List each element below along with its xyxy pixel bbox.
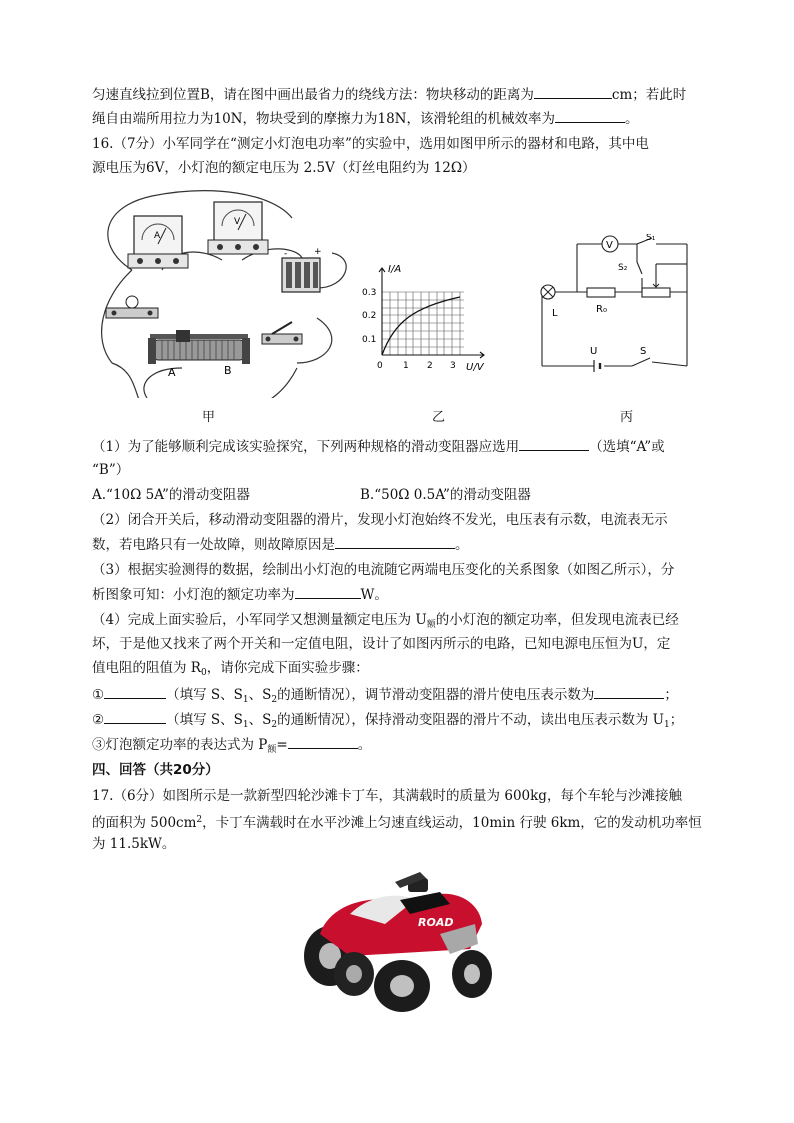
- q16-text: （填写 S、S: [166, 687, 243, 703]
- circuit-s1-label: S₁: [646, 234, 656, 243]
- q16-intro-1: 16.（7分）小军同学在“测定小灯泡电功率”的实验中，选用如图甲所示的器材和电路，其中电: [92, 136, 649, 152]
- subscript: 额: [426, 620, 436, 630]
- circuit-r0-label: R₀: [596, 304, 607, 315]
- option-b: B.“50Ω 0.5A”的滑动变阻器: [360, 487, 531, 503]
- q16-text: ；: [669, 712, 684, 728]
- subscript: 1: [242, 695, 249, 705]
- q16-step-1: [92, 684, 678, 710]
- subscript: 1: [242, 720, 249, 730]
- option-a: A.“10Ω 5A”的滑动变阻器: [92, 487, 250, 503]
- answer-blank[interactable]: [104, 709, 166, 724]
- q16-text: 值电阻的阻值为 R: [92, 660, 201, 676]
- q16-text: 的通断情况），保持滑动变阻器的滑片不动，读出电压表示数为 U: [277, 712, 665, 728]
- q16-text: 的通断情况），调节滑动变阻器的滑片使电压表示数为: [277, 687, 595, 703]
- battery-negative-label: -: [284, 249, 288, 259]
- q15-text: cm；若此时: [611, 87, 687, 103]
- answer-blank[interactable]: [335, 534, 455, 549]
- q15-line-1: [92, 84, 686, 105]
- circuit-voltmeter-label: V: [606, 240, 613, 251]
- svg-text:A: A: [154, 231, 161, 241]
- q16-part2-line-1: （2）闭合开关后，移动滑动变阻器的滑片，发现小灯泡始终不发光，电压表有示数，电流表无示: [92, 512, 668, 528]
- q16-text: 数，若电路只有一处故障，则故障原因是: [92, 537, 335, 553]
- q17-line-3: 为 11.5kW。: [92, 836, 176, 852]
- q17-line-2: [92, 810, 702, 833]
- subscript: 2: [271, 720, 278, 730]
- circuit-s2-label: S₂: [618, 263, 628, 273]
- svg-text:V: V: [234, 217, 241, 227]
- graph-x-tick: 0: [377, 361, 383, 371]
- q15-text: 匀速直线拉到位置B，请在图中画出最省力的绕线方法：物块移动的距离为: [92, 87, 534, 103]
- q16-text: 。: [357, 737, 372, 753]
- figure-jia-apparatus: [92, 188, 352, 398]
- q16-text: 、S: [248, 712, 272, 728]
- q15-text: 。: [624, 111, 639, 127]
- section-4-title: 四、回答（共20分）: [92, 762, 219, 778]
- q16-text: （选填“A”或: [589, 439, 665, 455]
- graph-y-axis-label: I/A: [388, 264, 402, 275]
- q17-text: ，卡丁车满载时在水平沙滩上匀速直线运动，10min 行驶 6km，它的发动机功率恒: [202, 815, 702, 831]
- answer-blank[interactable]: [534, 84, 612, 99]
- q17-text: 的面积为 500cm: [92, 815, 197, 831]
- q16-text: 的小灯泡的额定功率，但发现电流表已经: [435, 612, 679, 628]
- q16-text: =: [276, 737, 288, 753]
- q16-text: 析图象可知：小灯泡的额定功率为: [92, 587, 295, 603]
- rheostat-terminal-b-label: B: [224, 364, 232, 377]
- q16-step-2: [92, 709, 683, 735]
- circuit-lamp-label: L: [552, 308, 558, 319]
- graph-x-tick: 2: [427, 361, 433, 371]
- q16-part1-line: [92, 436, 665, 457]
- q16-text: （填写 S、S: [166, 712, 243, 728]
- q16-text: （4）完成上面实验后，小军同学又想测量额定电压为 U: [92, 612, 427, 628]
- graph-y-tick: 0.2: [362, 311, 377, 321]
- circuit-source-label: U: [590, 346, 598, 357]
- answer-blank[interactable]: [594, 684, 664, 699]
- subscript: 额: [267, 745, 277, 755]
- figure-bing-circuit: [532, 234, 704, 382]
- q15-line-2: [92, 108, 638, 129]
- q16-part4-line-3: [92, 658, 369, 683]
- circuit-switch-s-label: S: [640, 346, 647, 357]
- superscript: 2: [196, 815, 203, 825]
- figure-jia-caption: 甲: [202, 410, 216, 425]
- q16-part3-line-2: [92, 584, 388, 605]
- graph-x-axis-label: U/V: [466, 362, 484, 373]
- q16-text: W。: [360, 587, 388, 603]
- q16-text: （1）为了能够顺利完成该实验探究，下列两种规格的滑动变阻器应选用: [92, 439, 520, 455]
- step-number: ②: [92, 712, 105, 728]
- rheostat-terminal-a-label: A: [168, 366, 176, 379]
- subscript: 0: [200, 668, 207, 678]
- kart-image: [290, 864, 502, 1016]
- kart-logo-text: ROAD: [418, 916, 454, 929]
- answer-blank[interactable]: [104, 684, 166, 699]
- q16-text: ，请你完成下面实验步骤：: [206, 660, 369, 676]
- answer-blank[interactable]: [295, 584, 361, 599]
- answer-blank[interactable]: [288, 734, 358, 749]
- q16-text: 、S: [248, 687, 272, 703]
- q16-text: ；: [664, 687, 678, 703]
- q17-line-1: 17.（6分）如图所示是一款新型四轮沙滩卡丁车，其满载时的质量为 600kg，每个车轮与沙滩接触: [92, 788, 682, 804]
- q16-step-3: [92, 734, 371, 760]
- step-number: ①: [92, 687, 105, 703]
- battery-positive-label: +: [314, 247, 322, 257]
- q16-part3-line-1: （3）根据实验测得的数据，绘制出小灯泡的电流随它两端电压变化的关系图象（如图乙所示），分: [92, 562, 675, 578]
- graph-x-tick: 1: [403, 361, 409, 371]
- answer-blank[interactable]: [555, 108, 625, 123]
- subscript: 2: [271, 695, 278, 705]
- answer-blank[interactable]: [519, 436, 589, 451]
- graph-x-tick: 3: [450, 361, 456, 371]
- q16-text: ③灯泡额定功率的表达式为 P: [92, 737, 268, 753]
- q16-part4-line-2: 坏，于是他又找来了两个开关和一定值电阻，设计了如图丙所示的电路，已知电源电压恒为U，定: [92, 636, 671, 652]
- figure-yi-graph: [354, 262, 504, 382]
- figure-yi-caption: 乙: [432, 410, 446, 425]
- q15-text: 绳自由端所用拉力为10N，物块受到的摩擦力为18N，该滑轮组的机械效率为: [92, 111, 555, 127]
- q16-intro-2: 源电压为6V，小灯泡的额定电压为 2.5V（灯丝电阻约为 12Ω）: [92, 160, 476, 176]
- figure-bing-caption: 丙: [620, 410, 634, 425]
- graph-y-tick: 0.3: [362, 288, 377, 298]
- q16-part2-line-2: [92, 534, 469, 555]
- q16-part4-line-1: [92, 610, 679, 635]
- subscript: 1: [664, 720, 670, 730]
- q16-text: 。: [455, 537, 469, 553]
- graph-y-tick: 0.1: [362, 335, 377, 345]
- q16-part1-line-2: “B”）: [92, 462, 130, 478]
